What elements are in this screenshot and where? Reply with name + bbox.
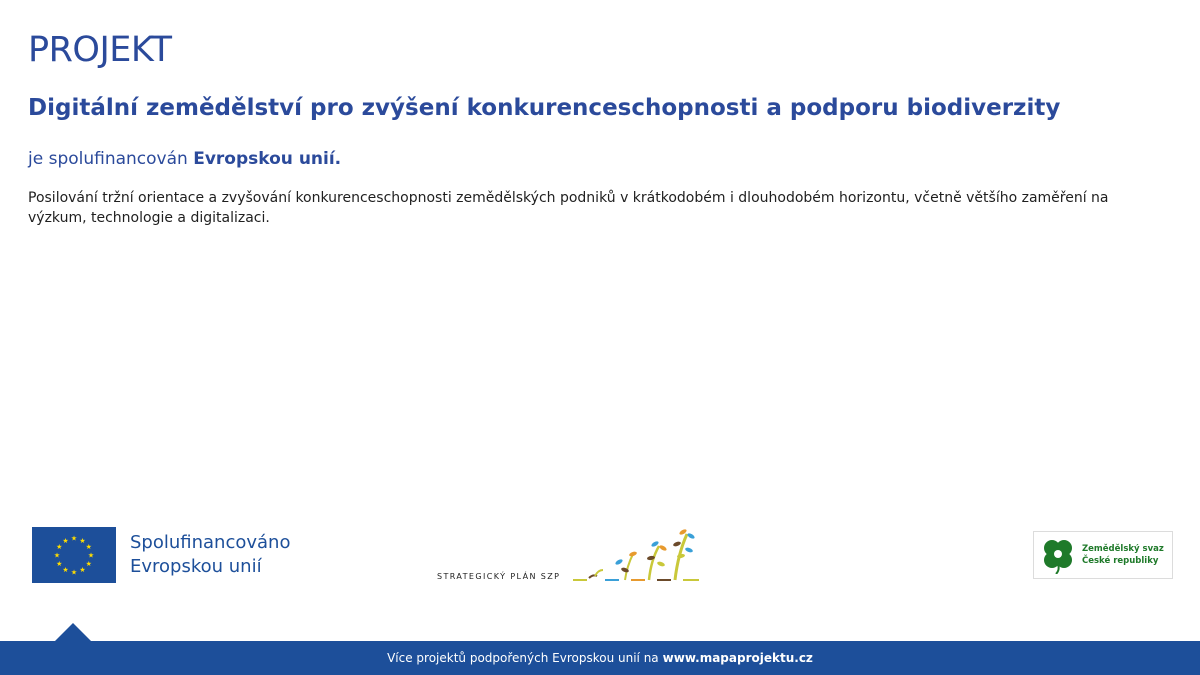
zscr-logo-text [1082, 543, 1164, 567]
zscr-logo-line1: Zemědělský svaz [1082, 544, 1164, 554]
eu-star-icon: ★ [56, 543, 63, 551]
eu-star-icon: ★ [70, 534, 78, 543]
funding-prefix: je spolufinancován [28, 149, 188, 169]
eu-star-icon: ★ [85, 543, 92, 551]
szp-logo [437, 524, 717, 586]
footer-bar [0, 641, 1200, 675]
eu-logo-line2: Evropskou unií [130, 556, 262, 577]
eu-logo-text [130, 531, 290, 579]
funding-highlight: Evropskou unií. [193, 149, 342, 169]
project-description: Posilování tržní orientace a zvyšování konkurenceschopnosti zemědělských podniků v krátkodobém i dlouhodobém horizontu, včetně většího zaměření na výzkum, technologie a digitalizaci. [28, 190, 1109, 226]
clover-icon [1040, 536, 1076, 574]
page-heading: PROJEKT [28, 30, 172, 70]
eu-star-icon: ★ [70, 568, 78, 577]
funding-statement [28, 149, 341, 169]
eu-star-icon: ★ [85, 560, 92, 568]
zscr-logo [1033, 531, 1173, 579]
footer-text: Více projektů podpořených Evropskou unií na [387, 651, 659, 665]
zscr-logo-line2: České republiky [1082, 556, 1159, 566]
eu-cofunding-logo [32, 527, 290, 583]
footer-tab [55, 623, 91, 641]
eu-star-icon: ★ [87, 551, 95, 560]
szp-logo-label: STRATEGICKÝ PLÁN SZP [437, 572, 561, 581]
eu-star-icon: ★ [53, 551, 61, 560]
eu-logo-line1: Spolufinancováno [130, 532, 291, 553]
eu-star-icon: ★ [79, 566, 86, 575]
project-title: Digitální zemědělství pro zvýšení konkurenceschopnosti a podporu biodiverzity [28, 95, 1061, 121]
eu-star-icon: ★ [62, 536, 69, 545]
eu-star-icon: ★ [62, 566, 69, 575]
eu-flag-icon [32, 527, 116, 583]
eu-star-icon: ★ [56, 560, 63, 568]
footer-link[interactable]: www.mapaprojektu.cz [662, 651, 813, 665]
szp-plants-icon [573, 524, 713, 586]
eu-star-icon: ★ [79, 536, 86, 545]
